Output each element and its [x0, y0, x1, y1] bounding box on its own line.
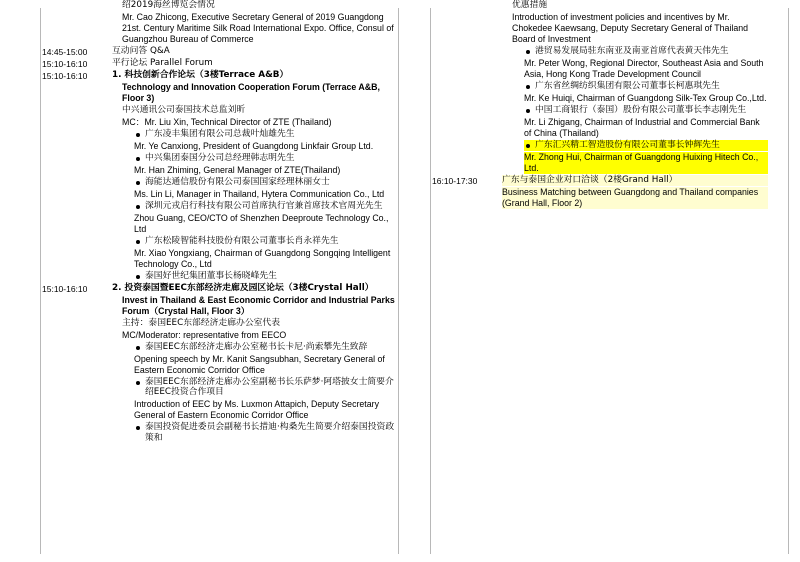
agenda-time	[40, 354, 108, 355]
agenda-text-cell	[498, 93, 770, 105]
agenda-text-cell	[108, 141, 400, 153]
agenda-time	[40, 0, 108, 1]
agenda-text-cell	[498, 117, 770, 140]
agenda-text-cell	[498, 140, 770, 152]
agenda-time: 15:10-16:10	[42, 283, 88, 294]
agenda-time	[430, 93, 498, 94]
agenda-time: 15:10-16:10	[42, 58, 88, 69]
agenda-text-cell	[108, 399, 400, 422]
agenda-time	[40, 153, 108, 154]
agenda-time	[430, 58, 498, 59]
agenda-bullet-item: 港贸易发展局驻东南亚及南亚首席代表黄天伟先生	[524, 46, 768, 57]
agenda-time: 16:10-17:30	[432, 175, 478, 186]
agenda-text-cell	[108, 213, 400, 236]
agenda-row	[40, 354, 400, 377]
agenda-time	[40, 177, 108, 178]
agenda-time: 15:10-16:10	[42, 70, 88, 81]
agenda-line: Introduction of investment policies and incentives by Mr. Chokedee Kaewsang, Deputy Secretary General of Thailand Board of Investment	[512, 11, 749, 44]
agenda-text-cell	[108, 105, 400, 117]
agenda-row	[40, 177, 400, 189]
agenda-time	[40, 422, 108, 423]
agenda-line: 绍2019海丝博览会情况	[122, 0, 215, 10]
agenda-row	[40, 141, 400, 153]
agenda-text-cell	[108, 422, 400, 445]
agenda-time	[40, 117, 108, 118]
agenda-row	[40, 342, 400, 354]
agenda-text-cell	[108, 330, 400, 342]
agenda-row	[430, 46, 770, 58]
agenda-row	[40, 271, 400, 283]
agenda-text-cell	[108, 236, 400, 248]
agenda-time	[40, 189, 108, 190]
agenda-bullet-item: 海能达通信股份有限公司泰国国家经理林丽女士	[134, 177, 398, 188]
agenda-time	[40, 129, 108, 130]
agenda-bullet-item: 中兴集团泰国分公司总经理韩志明先生	[134, 153, 398, 164]
agenda-row	[40, 330, 400, 342]
agenda-time	[40, 342, 108, 343]
agenda-row	[430, 93, 770, 105]
agenda-line: Mr. Han Zhiming, General Manager of ZTE(Thailand)	[134, 164, 341, 175]
agenda-line: Mr. Li Zhigang, Chairman of Industrial and Commercial Bank of China (Thailand)	[524, 116, 760, 138]
agenda-text-cell	[108, 248, 400, 271]
agenda-bullet-item: 广东汇兴精工智造股份有限公司董事长钟辉先生	[524, 140, 768, 151]
agenda-line: 2. 投资泰国暨EEC东部经济走廊及园区论坛（3楼Crystal Hall）	[112, 282, 374, 293]
agenda-text-cell	[108, 46, 400, 58]
agenda-time	[430, 46, 498, 47]
agenda-time	[430, 140, 498, 141]
agenda-bullet-item: 深圳元戎启行科技有限公司首席执行官兼首席技术官周光先生	[134, 201, 398, 212]
agenda-time: 14:45-15:00	[42, 46, 88, 57]
agenda-bullet-item: 泰国好世纪集团董事长杨晓峰先生	[134, 271, 398, 282]
agenda-line: Mr. Ke Huiqi, Chairman of Guangdong Silk-Tex Group Co.,Ltd.	[524, 92, 767, 103]
agenda-time	[430, 105, 498, 106]
agenda-line: Business Matching between Guangdong and Thailand companies (Grand Hall, Floor 2)	[502, 187, 768, 209]
agenda-row	[40, 283, 400, 295]
agenda-bullet-item: 泰国投资促进委员会副秘书长措迪·构桑先生简要介绍泰国投资政策和	[134, 422, 398, 444]
agenda-row	[40, 189, 400, 201]
agenda-line: 互动问答 Q&A	[112, 45, 170, 56]
agenda-line: MC/Moderator: representative from EECO	[122, 329, 287, 340]
agenda-line: Mr. Ye Canxiong, President of Guangdong Linkfair Group Ltd.	[134, 140, 374, 151]
agenda-time	[40, 236, 108, 237]
agenda-text-cell	[108, 189, 400, 201]
agenda-line: 广东与泰国企业对口洽谈（2楼Grand Hall）	[502, 175, 768, 186]
right-column-right-rule	[788, 8, 789, 554]
agenda-bullet-item: 中国工商银行（泰国）股份有限公司董事长李志刚先生	[524, 105, 768, 116]
agenda-line: 优惠措施	[512, 0, 548, 10]
agenda-text-cell	[498, 12, 770, 46]
agenda-row	[430, 140, 770, 152]
agenda-time	[40, 141, 108, 142]
agenda-row	[430, 187, 770, 210]
left-column	[40, 0, 400, 562]
agenda-text-cell	[108, 177, 400, 189]
agenda-row	[40, 377, 400, 400]
agenda-row	[40, 236, 400, 248]
agenda-text-cell	[108, 283, 400, 295]
agenda-row	[40, 165, 400, 177]
agenda-text-cell	[498, 187, 770, 210]
agenda-line: Ms. Lin Li, Manager in Thailand, Hytera Communication Co., Ltd	[134, 188, 385, 199]
agenda-time	[40, 248, 108, 249]
agenda-text-cell	[108, 153, 400, 165]
agenda-row	[40, 213, 400, 236]
agenda-time	[40, 82, 108, 83]
agenda-line: Invest in Thailand & East Economic Corridor and Industrial Parks Forum（Crystal Hall, Floor 3）	[122, 294, 395, 316]
agenda-row	[40, 295, 400, 318]
agenda-line: Introduction of EEC by Ms. Luxmon Attapich, Deputy Secretary General of Eastern Economic Corridor Office	[134, 399, 379, 421]
agenda-bullet-item: 广东松陵智能科技股份有限公司董事长肖永祥先生	[134, 236, 398, 247]
agenda-text-cell	[498, 175, 770, 187]
agenda-line: 中兴通讯公司泰国技术总监刘昕	[122, 104, 246, 115]
agenda-text-cell	[108, 70, 400, 82]
agenda-text-cell	[108, 165, 400, 177]
agenda-row	[40, 12, 400, 46]
agenda-row	[40, 58, 400, 70]
right-column	[430, 0, 770, 562]
agenda-text-cell	[498, 81, 770, 93]
agenda-time	[430, 117, 498, 118]
agenda-time	[430, 0, 498, 1]
agenda-time	[40, 330, 108, 331]
agenda-bullet-item: 泰国EEC东部经济走廊办公室副秘书长乐萨梦·阿塔披女士简要介绍EEC投资合作项目	[134, 377, 398, 399]
agenda-line: Mr. Peter Wong, Regional Director, Southeast Asia and South Asia, Hong Kong Trade Development Council	[524, 57, 764, 79]
agenda-row	[40, 70, 400, 82]
agenda-time	[40, 295, 108, 296]
agenda-line: Mr. Zhong Hui, Chairman of Guangdong Huixing Hitech Co., Ltd.	[524, 152, 768, 174]
agenda-time	[40, 12, 108, 13]
agenda-text-cell	[498, 152, 770, 175]
agenda-time	[40, 377, 108, 378]
agenda-time	[40, 213, 108, 214]
agenda-time	[40, 201, 108, 202]
agenda-row	[430, 117, 770, 140]
agenda-text-cell	[498, 46, 770, 58]
agenda-row	[430, 152, 770, 175]
agenda-row	[40, 117, 400, 129]
agenda-text-cell	[108, 295, 400, 318]
agenda-row	[430, 81, 770, 93]
agenda-text-cell	[108, 117, 400, 129]
agenda-row	[40, 82, 400, 105]
agenda-row	[430, 58, 770, 81]
agenda-time	[430, 81, 498, 82]
agenda-text-cell	[498, 0, 770, 12]
agenda-text-cell	[108, 377, 400, 400]
agenda-time	[40, 318, 108, 319]
agenda-time	[40, 399, 108, 400]
agenda-row	[430, 175, 770, 187]
agenda-text-cell	[108, 271, 400, 283]
agenda-line: Opening speech by Mr. Kanit Sangsubhan, Secretary General of Eastern Economic Corridor Office	[134, 353, 385, 375]
agenda-row	[40, 248, 400, 271]
agenda-time	[430, 152, 498, 153]
agenda-row	[40, 105, 400, 117]
agenda-text-cell	[108, 318, 400, 330]
agenda-bullet-item: 广东凌丰集团有限公司总裁叶灿雄先生	[134, 129, 398, 140]
agenda-line: Technology and Innovation Cooperation Forum (Terrace A&B, Floor 3)	[122, 81, 380, 103]
agenda-text-cell	[108, 354, 400, 377]
agenda-row	[40, 318, 400, 330]
agenda-bullet-item: 广东省丝绸纺织集团有限公司董事长柯惠琪先生	[524, 81, 768, 92]
agenda-row	[40, 46, 400, 58]
agenda-row	[40, 422, 400, 445]
agenda-row	[40, 201, 400, 213]
agenda-time	[40, 105, 108, 106]
agenda-line: 主持：泰国EEC东部经济走廊办公室代表	[122, 317, 281, 328]
agenda-text-cell	[108, 12, 400, 46]
agenda-row	[430, 12, 770, 46]
agenda-line: MC：Mr. Liu Xin, Technical Director of ZTE (Thailand)	[122, 116, 332, 127]
agenda-row	[430, 105, 770, 117]
agenda-text-cell	[108, 342, 400, 354]
agenda-text-cell	[498, 58, 770, 81]
agenda-bullet-item: 泰国EEC东部经济走廊办公室秘书长卡尼·尚索攀先生致辞	[134, 342, 398, 353]
agenda-time	[430, 187, 498, 188]
agenda-row	[40, 129, 400, 141]
agenda-time	[40, 165, 108, 166]
agenda-row	[40, 153, 400, 165]
agenda-text-cell	[108, 201, 400, 213]
agenda-time	[40, 271, 108, 272]
agenda-text-cell	[108, 0, 400, 12]
agenda-row	[40, 399, 400, 422]
agenda-time	[430, 12, 498, 13]
agenda-text-cell	[108, 82, 400, 105]
agenda-row	[430, 0, 770, 12]
agenda-text-cell	[108, 58, 400, 70]
agenda-line: 1. 科技创新合作论坛（3楼Terrace A&B）	[112, 69, 289, 80]
agenda-line: Zhou Guang, CEO/CTO of Shenzhen Deeproute Technology Co., Ltd	[134, 212, 389, 234]
agenda-row	[40, 0, 400, 12]
agenda-text-cell	[498, 105, 770, 117]
agenda-text-cell	[108, 129, 400, 141]
agenda-line: 平行论坛 Parallel Forum	[112, 57, 213, 68]
agenda-line: Mr. Cao Zhicong, Executive Secretary General of 2019 Guangdong 21st. Century Maritime Silk Road International Expo. Office, Consul of Guangzhou Bureau of Commerce	[122, 11, 394, 44]
agenda-line: Mr. Xiao Yongxiang, Chairman of Guangdong Songqing Intelligent Technology Co., Ltd	[134, 247, 391, 269]
